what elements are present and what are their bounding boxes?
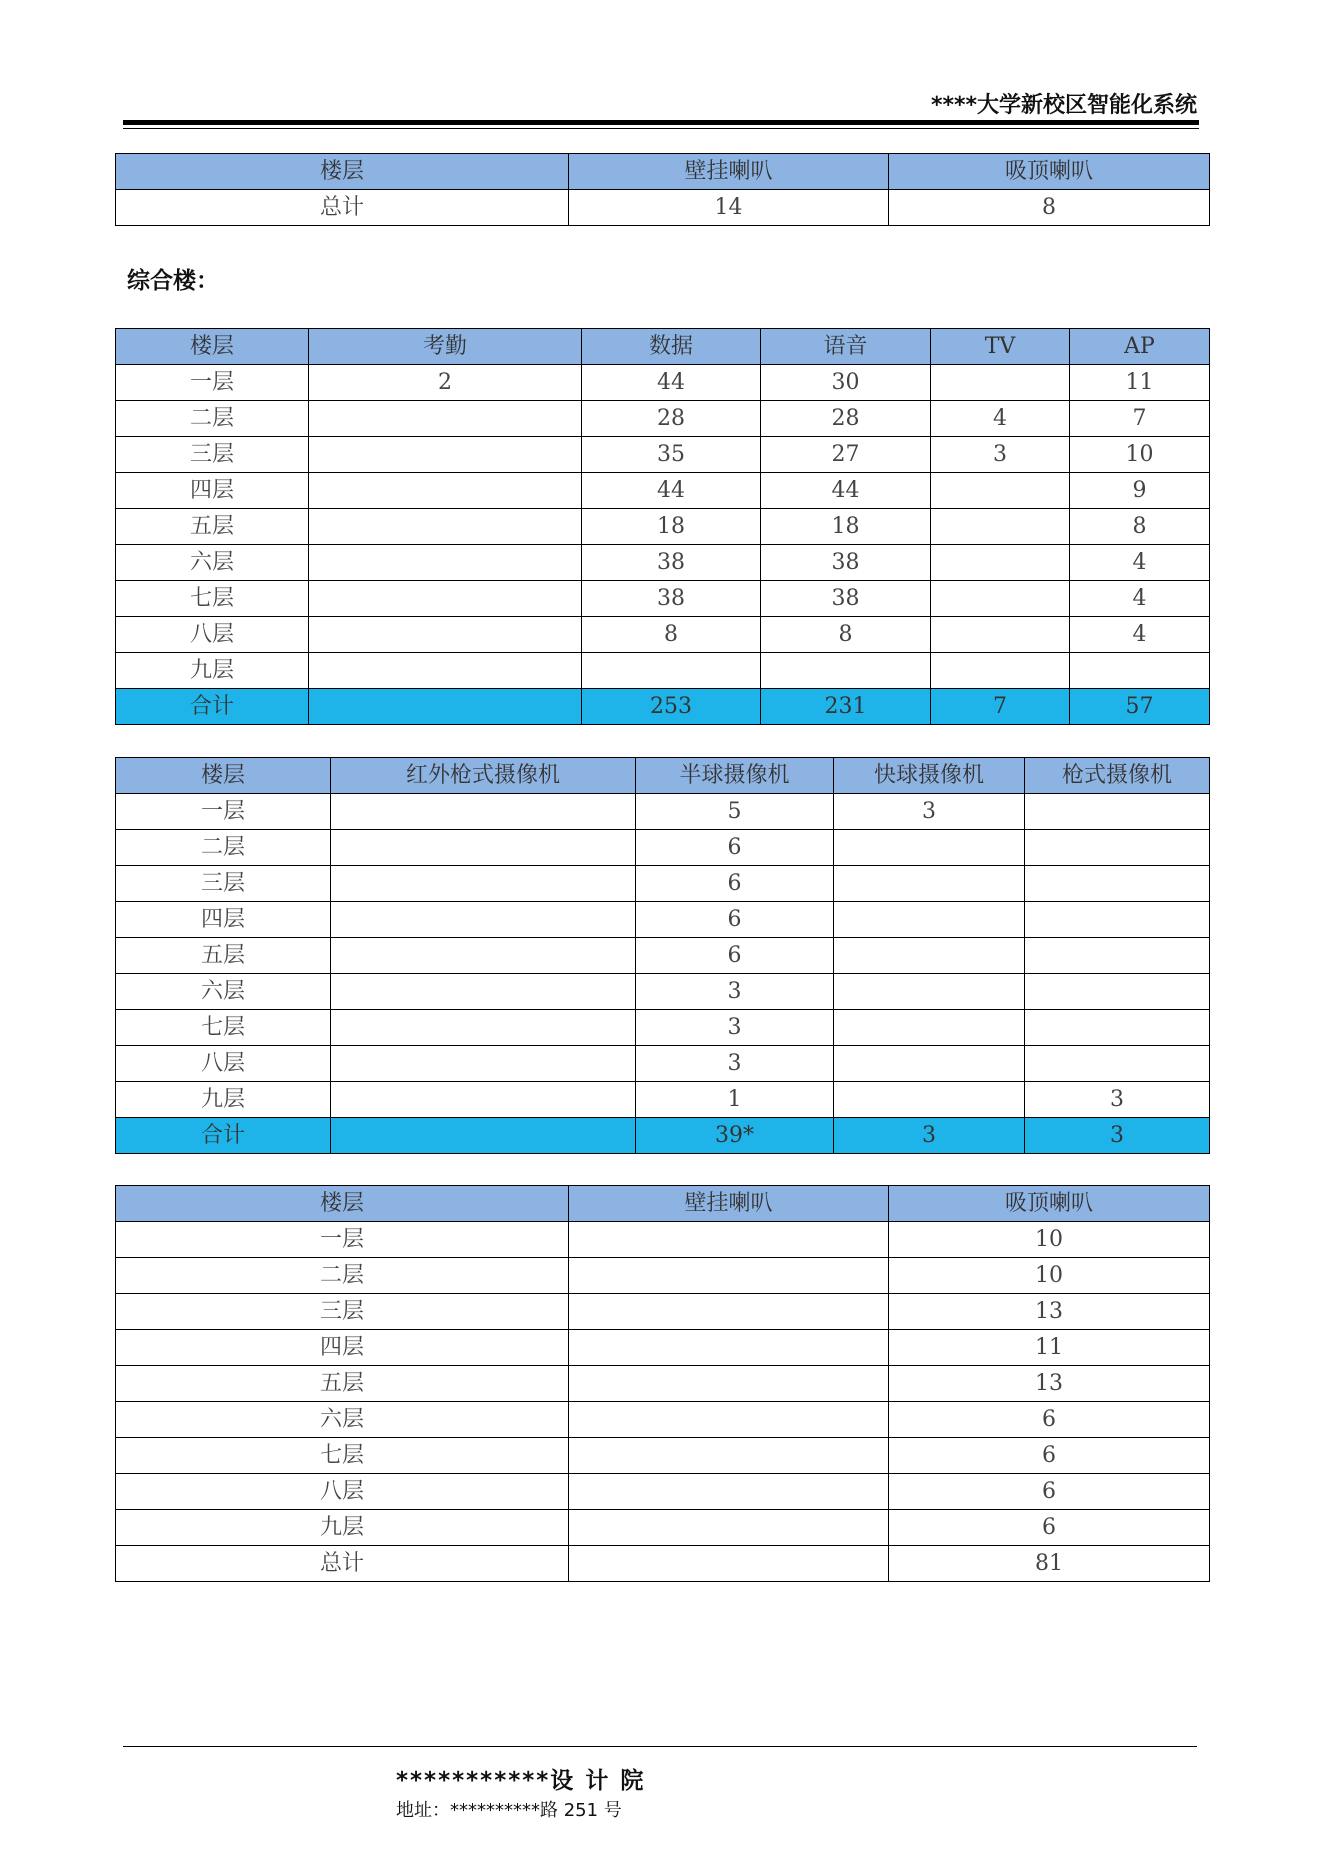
table-row — [116, 1222, 1210, 1258]
table-row — [116, 1330, 1210, 1366]
table-cell — [309, 689, 582, 725]
header-cell: 红外枪式摄像机 — [331, 758, 636, 794]
header-rule-thin — [123, 128, 1199, 129]
table-cell — [761, 653, 931, 689]
table-cell — [331, 938, 636, 974]
header-cell: 半球摄像机 — [636, 758, 834, 794]
table-cell — [309, 401, 582, 437]
table-row — [116, 830, 1210, 866]
table-cell: 合计 — [116, 1118, 331, 1154]
table-cell — [309, 653, 582, 689]
table-cell: 七层 — [116, 1438, 569, 1474]
table-cell: 6 — [636, 866, 834, 902]
header-cell: 快球摄像机 — [834, 758, 1025, 794]
table-cell: 六层 — [116, 545, 309, 581]
table-cell: 七层 — [116, 1010, 331, 1046]
table-row — [116, 401, 1210, 437]
table-cell: 8 — [761, 617, 931, 653]
section-heading: 综合楼： — [127, 268, 219, 294]
table-cell: 八层 — [116, 617, 309, 653]
table-cell: 13 — [889, 1294, 1210, 1330]
table-cell: 3 — [931, 437, 1070, 473]
table-cell — [569, 1474, 889, 1510]
table-cell — [309, 509, 582, 545]
table-cell — [931, 653, 1070, 689]
table-row — [116, 794, 1210, 830]
table-cell — [931, 509, 1070, 545]
header-cell: 枪式摄像机 — [1025, 758, 1210, 794]
table-cell: 二层 — [116, 830, 331, 866]
table-total-row — [116, 1118, 1210, 1154]
table-cell: 3 — [636, 1010, 834, 1046]
table-cell: 4 — [1070, 545, 1210, 581]
table-cell: 总计 — [116, 1546, 569, 1582]
table-cell — [582, 653, 761, 689]
table-row — [116, 1258, 1210, 1294]
table-cell: 六层 — [116, 974, 331, 1010]
table-cell: 六层 — [116, 1402, 569, 1438]
table-total-row — [116, 689, 1210, 725]
table-cell: 八层 — [116, 1474, 569, 1510]
table-cell: 五层 — [116, 938, 331, 974]
table-cell — [331, 866, 636, 902]
table-cell: 五层 — [116, 1366, 569, 1402]
table-cell — [1025, 830, 1210, 866]
table-cell: 四层 — [116, 902, 331, 938]
table-row — [116, 437, 1210, 473]
table-cell: 2 — [309, 365, 582, 401]
network-points-table — [115, 328, 1210, 725]
table-cell: 38 — [761, 545, 931, 581]
table-cell: 七层 — [116, 581, 309, 617]
table-row — [116, 1294, 1210, 1330]
table-row — [116, 1546, 1210, 1582]
table-cell: 3 — [1025, 1118, 1210, 1154]
table-cell — [834, 974, 1025, 1010]
table-row — [116, 1366, 1210, 1402]
table-cell: 44 — [582, 473, 761, 509]
table-cell — [931, 617, 1070, 653]
table-row — [116, 1082, 1210, 1118]
table-cell — [834, 1010, 1025, 1046]
speaker-total-table — [115, 153, 1210, 226]
table-cell — [1025, 1046, 1210, 1082]
table-cell: 3 — [636, 1046, 834, 1082]
table-row — [116, 866, 1210, 902]
table-cell — [834, 1046, 1025, 1082]
table-cell: 5 — [636, 794, 834, 830]
table-cell: 4 — [1070, 617, 1210, 653]
table-header-row — [116, 758, 1210, 794]
table-cell: 1 — [636, 1082, 834, 1118]
table-cell: 一层 — [116, 794, 331, 830]
table-cell — [569, 1438, 889, 1474]
table-cell: 38 — [582, 581, 761, 617]
table-cell: 九层 — [116, 653, 309, 689]
table-cell: 8 — [889, 190, 1210, 226]
table-cell — [931, 473, 1070, 509]
table-cell: 4 — [1070, 581, 1210, 617]
header-cell: TV — [931, 329, 1070, 365]
table-cell — [834, 938, 1025, 974]
footer-organization: ***********设 计 院 — [396, 1768, 646, 1794]
table-cell — [1025, 794, 1210, 830]
table-cell: 11 — [889, 1330, 1210, 1366]
table-cell: 18 — [761, 509, 931, 545]
table-row — [116, 938, 1210, 974]
table-cell: 一层 — [116, 1222, 569, 1258]
table-row — [116, 974, 1210, 1010]
header-cell: 吸顶喇叭 — [889, 1186, 1210, 1222]
table-cell: 44 — [761, 473, 931, 509]
header-cell: 数据 — [582, 329, 761, 365]
table-cell — [931, 365, 1070, 401]
table-cell — [1025, 1010, 1210, 1046]
table-cell: 11 — [1070, 365, 1210, 401]
table-cell — [331, 1010, 636, 1046]
table-cell — [331, 902, 636, 938]
table-cell — [331, 794, 636, 830]
table-cell: 三层 — [116, 866, 331, 902]
table-cell — [309, 545, 582, 581]
table-cell: 八层 — [116, 1046, 331, 1082]
table-cell — [1025, 902, 1210, 938]
table-row — [116, 509, 1210, 545]
header-cell: 吸顶喇叭 — [889, 154, 1210, 190]
table-cell: 10 — [1070, 437, 1210, 473]
table-cell: 27 — [761, 437, 931, 473]
table-cell: 合计 — [116, 689, 309, 725]
table-cell — [309, 581, 582, 617]
table-cell: 18 — [582, 509, 761, 545]
header-cell: 语音 — [761, 329, 931, 365]
table-row — [116, 545, 1210, 581]
table-cell: 五层 — [116, 509, 309, 545]
table-cell — [569, 1294, 889, 1330]
table-cell — [569, 1402, 889, 1438]
table-cell: 81 — [889, 1546, 1210, 1582]
table-cell: 253 — [582, 689, 761, 725]
table-cell: 30 — [761, 365, 931, 401]
camera-table — [115, 757, 1210, 1154]
table-cell: 四层 — [116, 473, 309, 509]
table-cell: 10 — [889, 1258, 1210, 1294]
table-cell: 6 — [889, 1402, 1210, 1438]
table-cell: 二层 — [116, 401, 309, 437]
header-cell: 壁挂喇叭 — [569, 154, 889, 190]
table-cell — [331, 1118, 636, 1154]
table-cell: 三层 — [116, 437, 309, 473]
table-cell — [834, 830, 1025, 866]
table-cell: 6 — [889, 1438, 1210, 1474]
table-cell: 35 — [582, 437, 761, 473]
table-cell — [331, 1082, 636, 1118]
table-cell: 8 — [1070, 509, 1210, 545]
table-cell: 7 — [1070, 401, 1210, 437]
table-cell: 九层 — [116, 1510, 569, 1546]
table-cell: 四层 — [116, 1330, 569, 1366]
table-row — [116, 1474, 1210, 1510]
table-cell — [569, 1366, 889, 1402]
table-row — [116, 1438, 1210, 1474]
table-cell — [1070, 653, 1210, 689]
table-cell: 6 — [636, 902, 834, 938]
table-cell — [834, 902, 1025, 938]
table-cell — [569, 1222, 889, 1258]
footer-rule — [123, 1746, 1197, 1747]
table-cell: 4 — [931, 401, 1070, 437]
table-row — [116, 617, 1210, 653]
table-header-row — [116, 329, 1210, 365]
table-header-row — [116, 154, 1210, 190]
table-header-row — [116, 1186, 1210, 1222]
table-cell: 57 — [1070, 689, 1210, 725]
table-cell: 13 — [889, 1366, 1210, 1402]
table-row — [116, 902, 1210, 938]
document-header-title: ****大学新校区智能化系统 — [930, 93, 1197, 118]
table-cell — [834, 1082, 1025, 1118]
table-cell — [309, 473, 582, 509]
table-total-row — [116, 190, 1210, 226]
table-cell: 6 — [889, 1474, 1210, 1510]
table-cell — [834, 866, 1025, 902]
header-cell: AP — [1070, 329, 1210, 365]
header-cell: 楼层 — [116, 154, 569, 190]
table-cell: 三层 — [116, 1294, 569, 1330]
table-row — [116, 1402, 1210, 1438]
table-cell — [569, 1330, 889, 1366]
table-cell: 3 — [1025, 1082, 1210, 1118]
table-cell: 38 — [582, 545, 761, 581]
table-cell: 8 — [582, 617, 761, 653]
table-row — [116, 1510, 1210, 1546]
table-cell: 38 — [761, 581, 931, 617]
table-row — [116, 365, 1210, 401]
table-cell: 7 — [931, 689, 1070, 725]
speaker-table — [115, 1185, 1210, 1582]
table-cell: 九层 — [116, 1082, 331, 1118]
table-cell — [309, 437, 582, 473]
table-cell — [1025, 974, 1210, 1010]
table-cell: 3 — [834, 794, 1025, 830]
table-cell: 二层 — [116, 1258, 569, 1294]
table-cell: 6 — [889, 1510, 1210, 1546]
table-cell — [569, 1258, 889, 1294]
table-cell: 14 — [569, 190, 889, 226]
table-cell — [331, 1046, 636, 1082]
header-cell: 考勤 — [309, 329, 582, 365]
header-cell: 楼层 — [116, 329, 309, 365]
table-cell: 3 — [636, 974, 834, 1010]
table-row — [116, 581, 1210, 617]
table-cell: 总计 — [116, 190, 569, 226]
table-row — [116, 653, 1210, 689]
table-row — [116, 473, 1210, 509]
table-row — [116, 1010, 1210, 1046]
table-cell: 6 — [636, 938, 834, 974]
table-cell — [331, 974, 636, 1010]
table-cell: 39* — [636, 1118, 834, 1154]
table-cell: 231 — [761, 689, 931, 725]
table-cell — [1025, 938, 1210, 974]
table-row — [116, 1046, 1210, 1082]
table-cell — [309, 617, 582, 653]
header-cell: 壁挂喇叭 — [569, 1186, 889, 1222]
table-cell: 9 — [1070, 473, 1210, 509]
table-cell — [569, 1510, 889, 1546]
table-cell: 28 — [582, 401, 761, 437]
header-rule-thick — [123, 120, 1199, 125]
header-cell: 楼层 — [116, 1186, 569, 1222]
table-cell: 一层 — [116, 365, 309, 401]
table-cell: 28 — [761, 401, 931, 437]
table-cell — [331, 830, 636, 866]
footer-address: 地址：**********路 251 号 — [396, 1800, 622, 1821]
table-cell — [569, 1546, 889, 1582]
header-cell: 楼层 — [116, 758, 331, 794]
table-cell: 3 — [834, 1118, 1025, 1154]
table-cell: 6 — [636, 830, 834, 866]
table-cell: 10 — [889, 1222, 1210, 1258]
table-cell — [1025, 866, 1210, 902]
table-cell: 44 — [582, 365, 761, 401]
table-cell — [931, 545, 1070, 581]
table-cell — [931, 581, 1070, 617]
